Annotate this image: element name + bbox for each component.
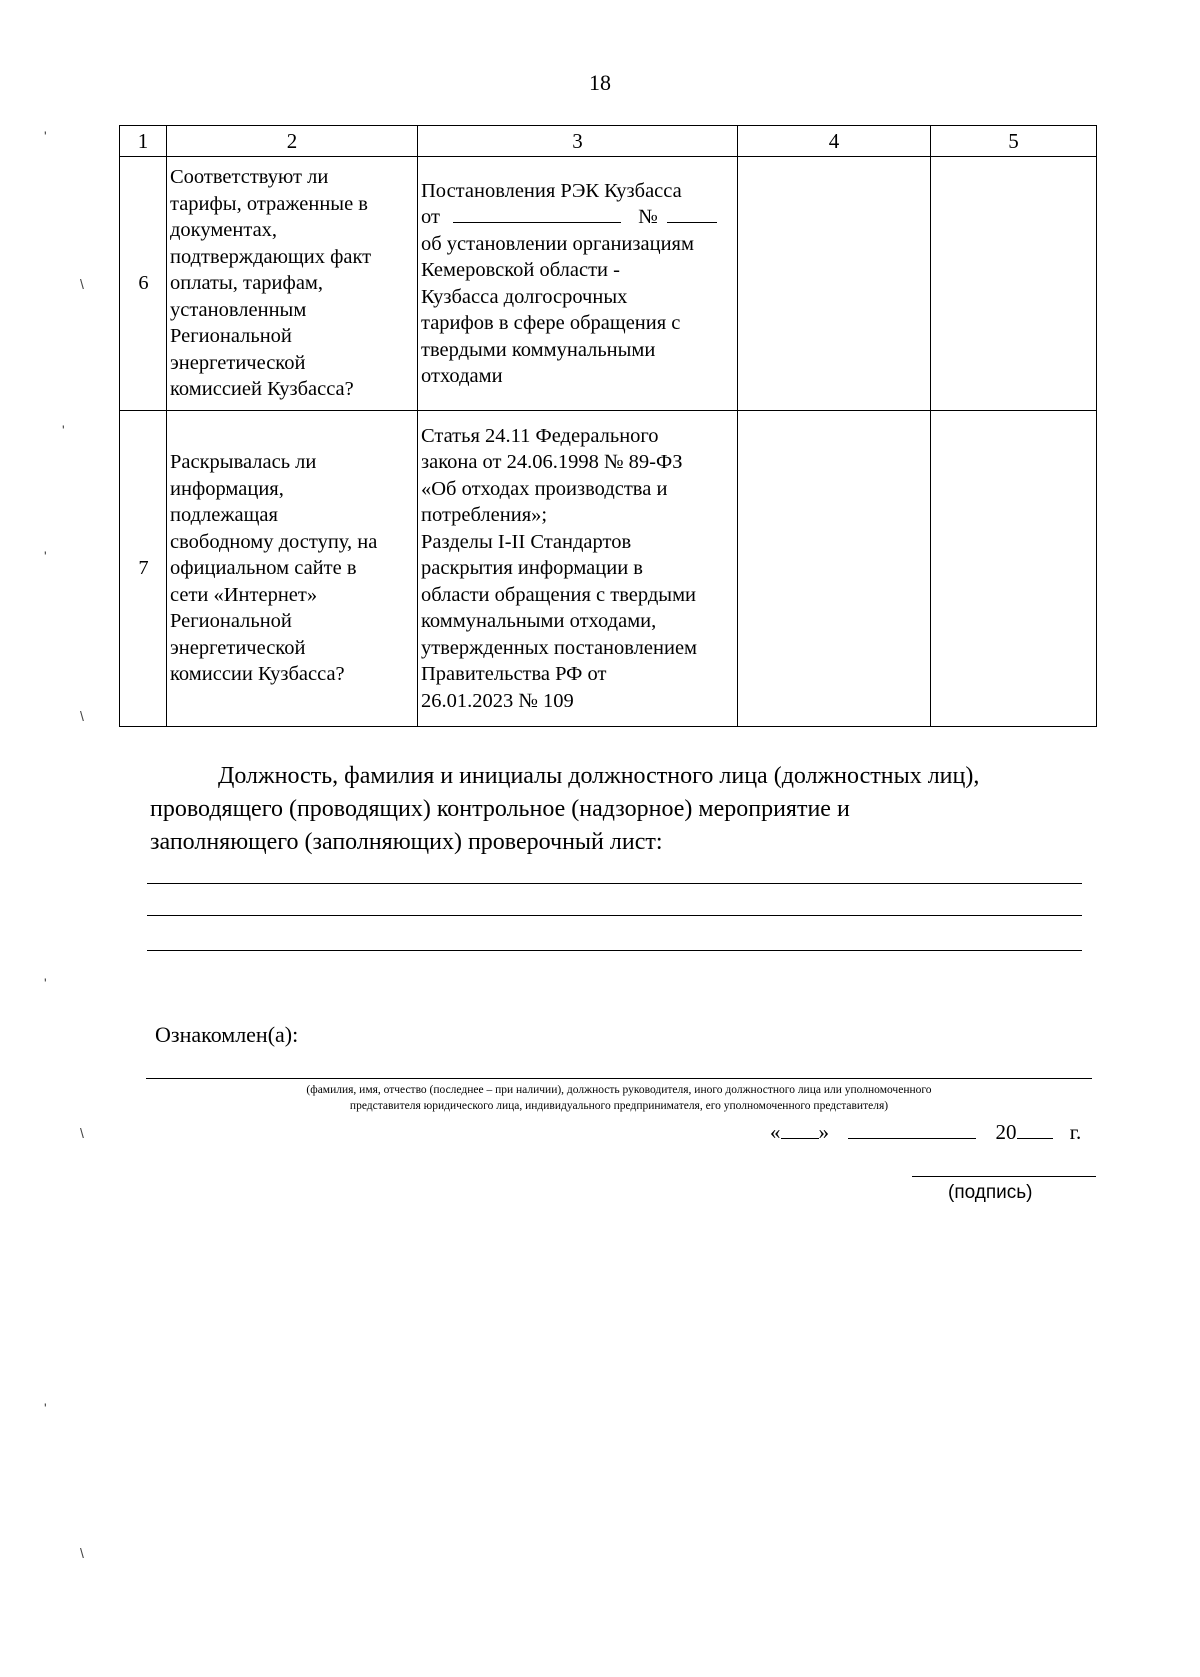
requirement-cell: [418, 157, 738, 411]
official-fill-line-3[interactable]: [147, 950, 1082, 951]
requirement-line: утвержденных постановлением: [421, 636, 698, 659]
official-intro-text: [150, 760, 1090, 859]
acknowledged-fill-line[interactable]: [146, 1078, 1092, 1079]
question-line: комиссией Кузбасса?: [170, 378, 354, 401]
question-line: оплаты, тарифам,: [170, 272, 324, 295]
scan-mark: \: [80, 1545, 84, 1561]
intro-line: проводящего (проводящих) контрольное (надзорное) мероприятие и: [150, 796, 850, 822]
header-col-4: 4: [738, 126, 931, 157]
requirement-line: Постановления РЭК Кузбасса: [421, 179, 682, 202]
question-cell: [167, 411, 418, 727]
question-line: энергетической: [170, 351, 306, 374]
scan-mark: \: [80, 1125, 84, 1141]
requirement-line: раскрытия информации в: [421, 557, 643, 580]
scan-mark: \: [80, 708, 84, 724]
requirement-line: коммунальными отходами,: [421, 610, 657, 633]
requirement-date-line: [421, 204, 735, 231]
requirement-line: тарифов в сфере обращения с: [421, 312, 681, 334]
question-line: подлежащая: [170, 504, 278, 527]
table-row: [120, 157, 1097, 411]
checklist-table: [119, 125, 1097, 727]
question-line: Региональной: [170, 610, 292, 633]
question-line: Раскрывалась ли: [170, 451, 317, 474]
caption-line: представителя юридического лица, индивидуального предпринимателя, его уполномоченного представителя): [349, 1100, 889, 1112]
answer-cell-col4[interactable]: [738, 411, 931, 727]
answer-cell-col5[interactable]: [931, 157, 1097, 411]
requirement-line: Кузбасса долгосрочных: [421, 285, 628, 308]
question-line: информация,: [170, 477, 284, 500]
number-blank: [667, 205, 717, 223]
year-prefix: 20: [995, 1120, 1017, 1144]
official-fill-line-1[interactable]: [147, 883, 1082, 884]
question-line: документах,: [170, 219, 278, 242]
requirement-line: Разделы I-II Стандартов: [421, 530, 632, 553]
intro-line: Должность, фамилия и инициалы должностного лица (должностных лиц),: [218, 763, 980, 789]
signature-line[interactable]: [912, 1176, 1096, 1177]
header-col-3: 3: [418, 126, 738, 157]
acknowledged-caption: [146, 1082, 1092, 1114]
header-col-5: 5: [931, 126, 1097, 157]
row-number: 6: [120, 157, 167, 411]
intro-line: заполняющего (заполняющих) проверочный лист:: [150, 829, 663, 855]
scan-mark: ': [44, 975, 47, 991]
month-blank[interactable]: [848, 1118, 976, 1139]
date-row: [770, 1118, 1081, 1145]
requirement-line: 26.01.2023 № 109: [421, 689, 574, 712]
requirement-line: закона от 24.06.1998 № 89-ФЗ: [421, 451, 683, 474]
question-line: Соответствуют ли: [170, 166, 329, 189]
question-line: тарифы, отраженные в: [170, 192, 368, 215]
requirement-line: Статья 24.11 Федерального: [421, 424, 659, 447]
open-quote: «: [770, 1120, 781, 1144]
requirement-line: Кемеровской области -: [421, 259, 620, 281]
header-col-1: 1: [120, 126, 167, 157]
question-line: подтверждающих факт: [170, 245, 372, 268]
caption-line: (фамилия, имя, отчество (последнее – при наличии), должность руководителя, иного должностного лица или уполномоченного: [306, 1084, 932, 1096]
requirement-line: твердыми коммунальными: [421, 338, 656, 361]
question-line: Региональной: [170, 325, 292, 348]
table-row: [120, 411, 1097, 727]
requirement-line: Правительства РФ от: [421, 663, 607, 686]
number-sign: №: [638, 206, 658, 228]
question-line: установленным: [170, 298, 307, 321]
requirement-line: об установлении организациям: [421, 232, 694, 255]
scan-mark: ': [44, 548, 47, 564]
signature-caption: (подпись): [948, 1182, 1033, 1203]
scan-mark: ': [62, 422, 65, 438]
year-suffix: г.: [1069, 1120, 1082, 1144]
header-col-2: 2: [167, 126, 418, 157]
requirement-line: потребления»;: [421, 504, 548, 527]
close-quote: »: [818, 1120, 829, 1144]
question-line: официальном сайте в: [170, 557, 357, 580]
scan-mark: ': [44, 128, 47, 144]
date-blank: [453, 205, 621, 223]
acknowledged-label: Ознакомлен(а):: [155, 1022, 299, 1047]
question-line: свободному доступу, на: [170, 530, 378, 553]
from-label: от: [421, 206, 440, 228]
requirement-cell: [418, 411, 738, 727]
scan-mark: ': [44, 1400, 47, 1416]
answer-cell-col4[interactable]: [738, 157, 931, 411]
row-number: 7: [120, 411, 167, 727]
question-line: сети «Интернет»: [170, 583, 318, 606]
official-fill-line-2[interactable]: [147, 915, 1082, 916]
page-number: 18: [589, 70, 611, 95]
requirement-line: области обращения с твердыми: [421, 583, 697, 606]
answer-cell-col5[interactable]: [931, 411, 1097, 727]
question-cell: [167, 157, 418, 411]
year-blank[interactable]: [1017, 1118, 1053, 1139]
requirement-line: «Об отходах производства и: [421, 477, 668, 500]
day-blank[interactable]: [781, 1118, 819, 1139]
question-line: энергетической: [170, 636, 306, 659]
requirement-line: отходами: [421, 365, 503, 387]
scan-mark: \: [80, 276, 84, 292]
question-line: комиссии Кузбасса?: [170, 663, 345, 686]
table-header-row: [120, 126, 1097, 157]
